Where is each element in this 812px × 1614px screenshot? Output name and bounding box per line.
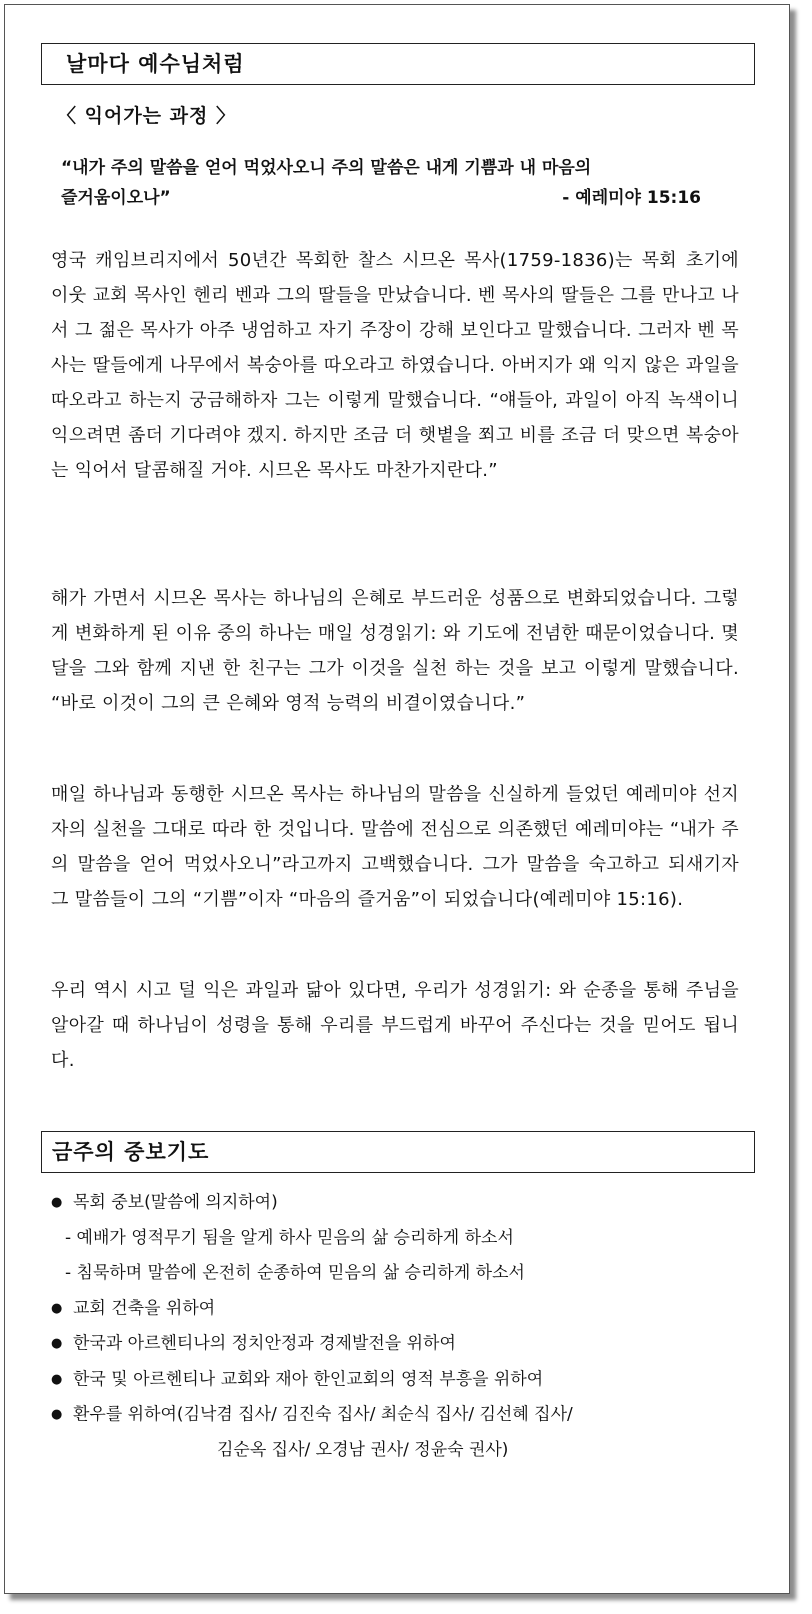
paragraph-4: 우리 역시 시고 덜 익은 과일과 닮아 있다면, 우리가 성경읽기: 와 순종을 통해 주님을 알아갈 때 하나님이 성령을 통해 우리를 부드럽게 바꾸어 주신다는 것을 믿어도 됩니다.: [51, 980, 739, 1071]
prayer-section-title: 금주의 중보기도: [41, 1131, 755, 1173]
prayer-item-text: - 침묵하며 말씀에 온전히 순종하여 믿음의 삶 승리하게 하소서: [65, 1262, 525, 1283]
bullet-icon: ●: [51, 1195, 63, 1210]
prayer-item: [51, 1362, 751, 1398]
devotion-title: 날마다 예수님처럼: [41, 43, 755, 85]
prayer-subitem: [51, 1221, 751, 1256]
prayer-item-text: - 예배가 영적무기 됨을 알게 하사 믿음의 삶 승리하게 하소서: [65, 1227, 514, 1248]
prayer-item: [51, 1185, 751, 1221]
verse-text-1: “내가 주의 말씀을 얻어 먹었사오니 주의 말씀은 내게 기쁨과 내 마음의: [61, 158, 592, 178]
bullet-icon: ●: [51, 1336, 63, 1351]
prayer-item-text: 교회 건축을 위하여: [73, 1298, 216, 1318]
verse-text-2: 즐거움이오나”: [61, 188, 171, 208]
prayer-subitem: [51, 1256, 751, 1291]
prayer-item-text: 목회 중보(말씀에 의지하여): [73, 1192, 278, 1213]
paragraph-2: 해가 가면서 시므온 목사는 하나님의 은혜로 부드러운 성품으로 변화되었습니다. 그렇게 변화하게 된 이유 중의 하나는 매일 성경읽기: 와 기도에 전념한 때문이었습니다. 몇 달을 그와 함께 지낸 한 친구는 그가 이것을 실천 하는 것을 보고 이렇게 말했습니다. “바로 이것이 그의 큰 은혜와 영적 능력의 비결이였습니다.”: [51, 588, 739, 714]
prayer-item-text: 한국 및 아르헨티나 교회와 재아 한인교회의 영적 부흥을 위하여: [73, 1369, 544, 1389]
prayer-item: [51, 1397, 751, 1433]
verse-line-2: [61, 183, 701, 213]
document-page: [4, 4, 790, 1594]
prayer-item-text: 한국과 아르헨티나의 정치안정과 경제발전을 위하여: [73, 1333, 456, 1354]
verse-reference: - 예레미야 15:16: [562, 188, 701, 208]
prayer-item: [51, 1326, 751, 1362]
prayer-item-text: 환우를 위하여(김낙겸 집사/ 김진숙 집사/ 최순식 집사/ 김선혜 집사/: [73, 1404, 573, 1425]
prayer-item-continuation: [51, 1433, 751, 1468]
paragraph-3: 매일 하나님과 동행한 시므온 목사는 하나님의 말씀을 신실하게 들었던 예레미야 선지자의 실천을 그대로 따라 한 것입니다. 말씀에 전심으로 의존했던 예레미야는 “내가 주의 말씀을 얻어 먹었사오니”라고까지 고백했습니다. 그가 말씀을 숙고하고 되새기자 그 말씀들이 그의 “기쁨”이자 “마음의 즐거움”이 되었습니다(예레미야 15:16).: [51, 784, 739, 910]
prayer-list: [51, 1185, 751, 1468]
bullet-icon: ●: [51, 1407, 63, 1422]
prayer-item: [51, 1291, 751, 1327]
prayer-item-text: 김순옥 집사/ 오경남 권사/ 정윤숙 권사): [217, 1439, 509, 1460]
devotion-subtitle: 〈 익어가는 과정 〉: [57, 105, 236, 127]
scripture-verse: [61, 153, 701, 213]
paragraph-1: 영국 캐임브리지에서 50년간 목회한 찰스 시므온 목사(1759-1836)는 목회 초기에 이웃 교회 목사인 헨리 벤과 그의 딸들을 만났습니다. 벤 목사의 딸들은 그를 만나고 나서 그 젊은 목사가 아주 냉엄하고 자기 주장이 강해 보인다고 말했습니다. 그러자 벤 목사는 딸들에게 나무에서 복숭아를 따오라고 하였습니다. 아버지가 왜 익지 않은 과일을 따오라고 하는지 궁금해하자 그는 이렇게 말했습니다. “얘들아, 과일이 아직 녹색이니 익으려면 좀더 기다려야 겠지. 하지만 조금 더 햇볕을 쬐고 비를 조금 더 맞으면 복숭아는 익어서 달콤해질 거야. 시므온 목사도 마찬가지란다.”: [51, 250, 739, 481]
bullet-icon: ●: [51, 1300, 63, 1316]
verse-line-1: [61, 153, 701, 183]
bullet-icon: ●: [51, 1371, 63, 1387]
